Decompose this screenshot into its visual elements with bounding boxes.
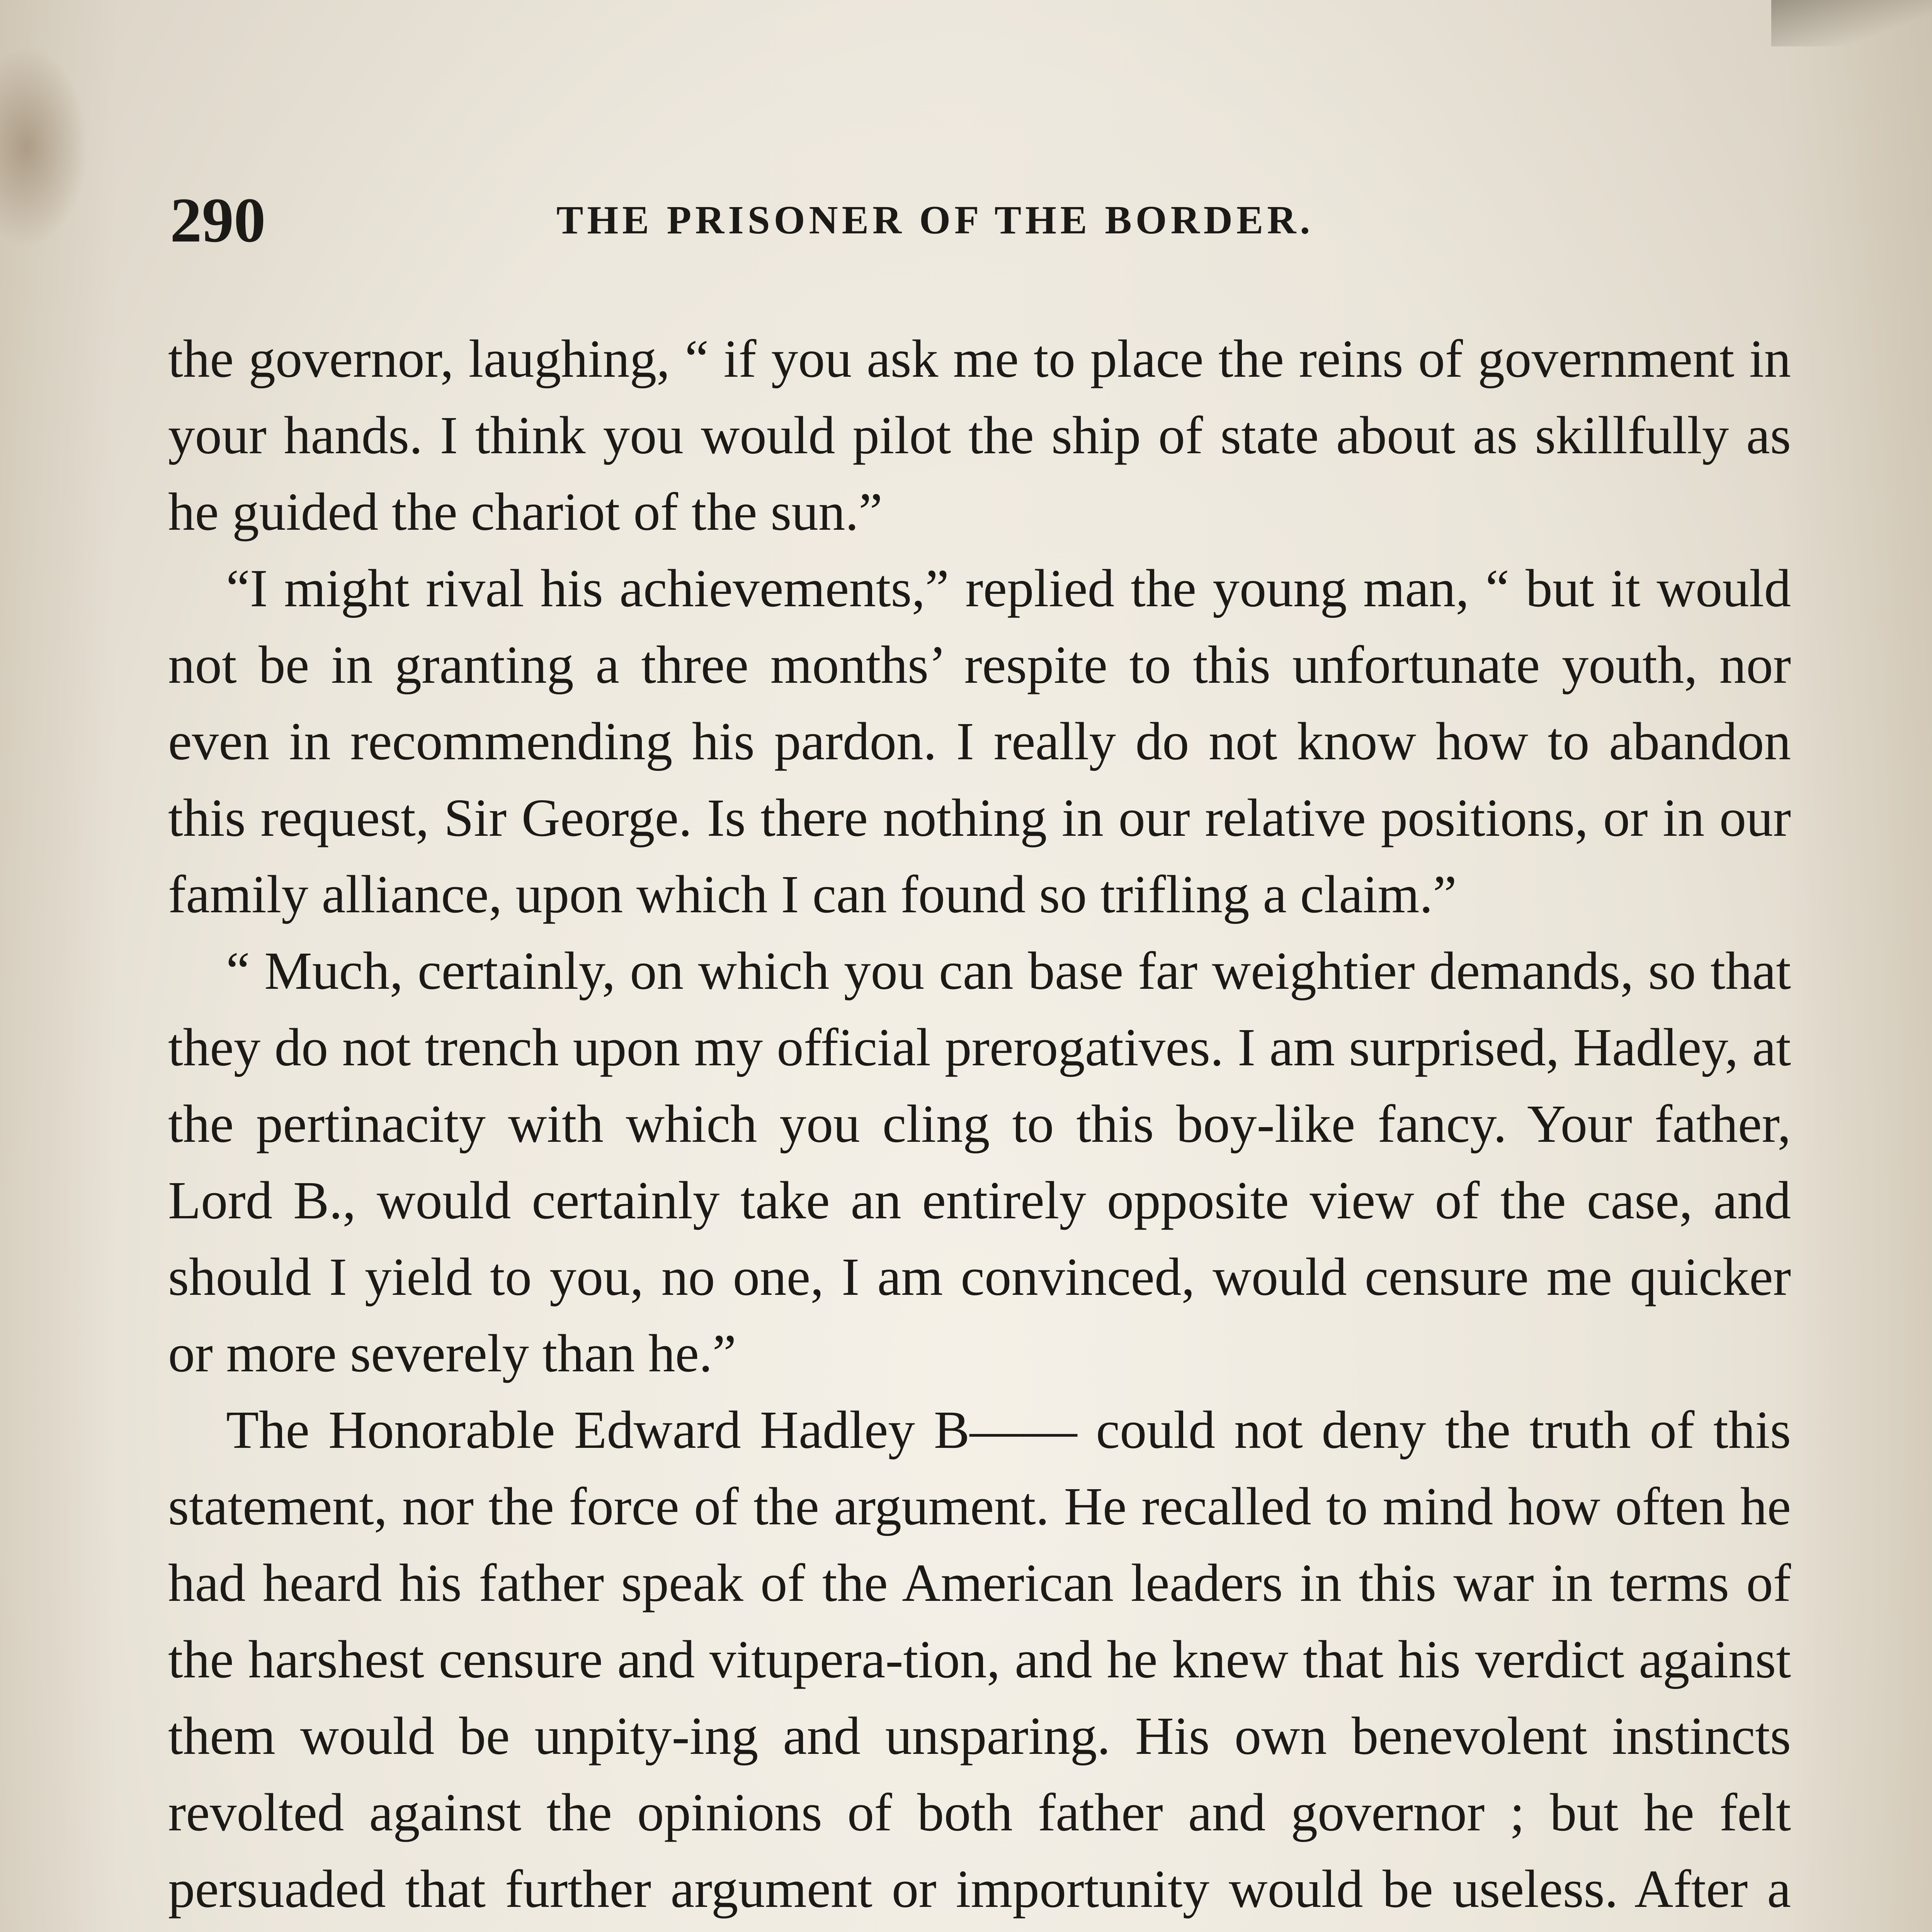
- paragraph: “I might rival his achievements,” replied the young man, “ but it would not be in granting a three months’ respite to this unfortunate youth, nor even in recommending his pardon. I really do not know how to abandon this request, Sir George. Is there nothing in our relative positions, or in our family alliance, upon which I can found so trifling a claim.”: [168, 559, 1791, 924]
- running-title: THE PRISONER OF THE BORDER.: [556, 198, 1314, 242]
- paragraph: The Honorable Edward Hadley B—— could not deny the truth of this statement, nor the force of the argument. He recalled to mind how often he had heard his father speak of the American leaders in this war in terms of the harshest censure and vitupera-tion, and he knew that his verdict against them would be unpity-ing and unsparing. His own benevolent instincts revolted against the opinions of both father and governor ; but he felt persuaded that further argument or importunity would be useless. After a: [168, 1400, 1791, 1919]
- body-text: [168, 321, 1791, 1932]
- paragraph: “ Much, certainly, on which you can base far weightier demands, so that they do not trench upon my official prerogatives. I am surprised, Hadley, at the pertinacity with which you cling to this boy-like fancy. Your father, Lord B., would certainly take an entirely opposite view of the case, and should I yield to you, no one, I am convinced, would censure me quicker or more severely than he.”: [168, 941, 1791, 1383]
- paper-stain: [0, 46, 89, 247]
- paragraph: the governor, laughing, “ if you ask me to place the reins of government in your hands. I think you would pilot the ship of state about as skillfully as he guided the chariot of the sun.”: [168, 329, 1791, 542]
- page-edge-shadow: [1771, 0, 1932, 46]
- page-header: [170, 182, 1789, 259]
- page-number: 290: [170, 185, 266, 255]
